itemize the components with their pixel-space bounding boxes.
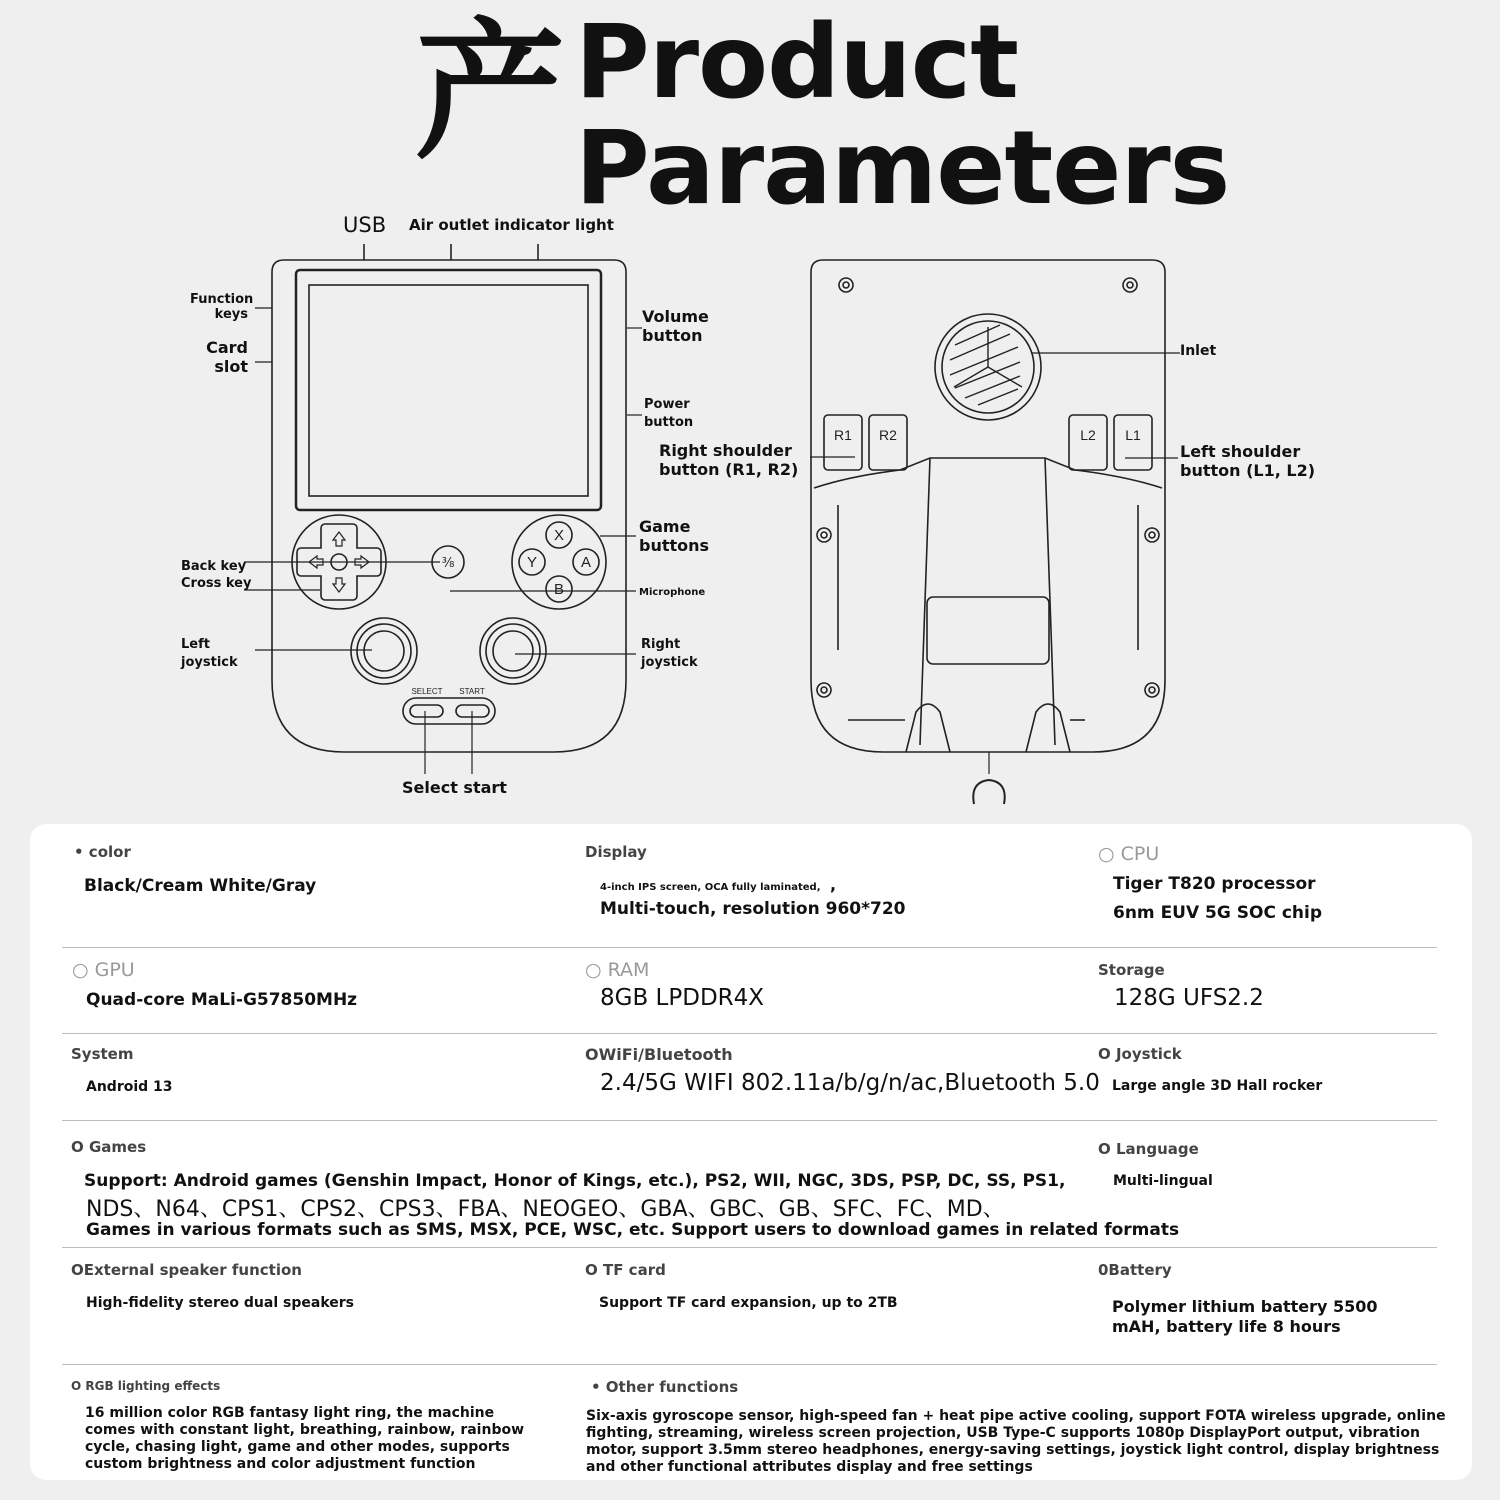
right-joystick (480, 618, 546, 684)
front-view (244, 244, 642, 774)
back-key-line: Back key (181, 559, 247, 574)
spec-row-2 (62, 947, 1437, 1034)
spec-value: Large angle 3D Hall rocker (1112, 1078, 1323, 1094)
left-shoulder-label (1180, 442, 1315, 480)
spec-cpu (1098, 843, 1322, 924)
right-shoulder-line2: button (R1, R2) (659, 460, 799, 479)
right-shoulder-line1: Right shoulder (659, 441, 792, 460)
spec-other (586, 1378, 1466, 1476)
spec-head: OExternal speaker function (71, 1261, 302, 1279)
card-slot-line1: Card (206, 338, 248, 357)
spec-row-4 (62, 1120, 1437, 1248)
start-small-label: START (459, 687, 485, 696)
spec-head: ○ RAM (585, 959, 650, 981)
specs-card (30, 824, 1472, 1480)
spec-head: 0Battery (1098, 1261, 1172, 1279)
cross-key-line: Cross key (181, 576, 252, 591)
spec-head: Storage (1098, 961, 1165, 979)
volume-line2: button (642, 326, 703, 345)
card-slot-line2: slot (214, 357, 248, 376)
spec-head: O TF card (585, 1261, 666, 1279)
spec-value: Quad-core MaLi-G57850MHz (86, 990, 358, 1010)
spec-head: O Joystick (1098, 1045, 1182, 1063)
spec-system (71, 1045, 173, 1096)
game-buttons-label (639, 517, 709, 555)
right-joystick-label (641, 636, 698, 672)
left-shoulder-line1: Left shoulder (1180, 442, 1301, 461)
spec-row-3 (62, 1033, 1437, 1121)
spec-head: ○ GPU (72, 959, 135, 981)
select-start-label: Select start (402, 778, 507, 797)
spec-rgb (71, 1379, 541, 1473)
l1-label: L1 (1125, 427, 1141, 443)
spec-head: • color (74, 843, 131, 861)
right-joystick-line1: Right (641, 637, 681, 652)
inlet-label: Inlet (1180, 343, 1217, 359)
spec-head: System (71, 1045, 134, 1063)
title-line-1: Product (575, 3, 1018, 122)
spec-value-1: Support: Android games (Genshin Impact, Honor of Kings, etc.), PS2, WII, NGC, 3DS, PSP, DC, SS, PS1, (84, 1171, 1066, 1191)
btn-a-label: A (580, 554, 592, 571)
back-cross-key-label (181, 558, 251, 592)
svg-text:⅜: ⅜ (441, 556, 455, 571)
volume-line1: Volume (642, 307, 709, 326)
page-title (575, 3, 1230, 228)
fan-inlet (935, 314, 1041, 420)
spec-row-1 (62, 824, 1437, 948)
spec-battery (1098, 1261, 1398, 1337)
power-line1: Power (644, 397, 690, 412)
display-value-line1: 4-inch IPS screen, OCA fully laminated, (600, 882, 821, 893)
back-view (810, 260, 1180, 804)
spec-value: Support TF card expansion, up to 2TB (599, 1295, 898, 1311)
left-joystick (351, 618, 417, 684)
spec-value: Black/Cream White/Gray (84, 876, 317, 896)
spec-head: • Other functions (591, 1378, 739, 1396)
right-shoulder-label (659, 441, 798, 479)
l2-label: L2 (1080, 427, 1096, 443)
function-keys-label (190, 292, 254, 322)
card-slot-label (190, 338, 248, 376)
spec-value: 128G UFS2.2 (1114, 985, 1264, 1011)
spec-value: Six-axis gyroscope sensor, high-speed fan + heat pipe active cooling, support FOTA wireless upgrade, online fighting, streaming, wireless screen projection, USB Type-C supports 1080p DisplayPort output, vibration motor, support 3.5mm stereo headphones, energy-saving settings, joystick light control, display brightness and other functional attributes display and free settings (586, 1408, 1446, 1475)
spec-value-2: NDS、N64、CPS1、CPS2、CPS3、FBA、NEOGEO、GBA、GBC、GB、SFC、FC、MD、 (86, 1197, 1005, 1222)
left-joystick-label (181, 636, 238, 672)
spec-head: Display (585, 843, 647, 861)
function-keys-line1: Function (190, 292, 254, 307)
spec-color (74, 843, 316, 897)
spec-display (585, 843, 905, 920)
spec-tfcard (585, 1261, 898, 1312)
spec-joystick (1098, 1045, 1322, 1095)
spec-value: High-fidelity stereo dual speakers (86, 1295, 354, 1311)
spec-value: 16 million color RGB fantasy light ring, the machine comes with constant light, breathing, rainbow, rainbow cycle, chasing light, game and other modes, supports custom brightness and color adjustment function (85, 1405, 525, 1472)
power-line2: button (644, 415, 694, 430)
spec-head: O Games (71, 1138, 147, 1156)
spec-value: Multi-touch, resolution 960*720 (600, 899, 906, 919)
volume-button-label (642, 307, 709, 345)
spec-value: Multi-lingual (1113, 1173, 1213, 1189)
right-joystick-line2: joystick (641, 655, 698, 670)
game-buttons-line2: buttons (639, 536, 710, 555)
spec-wifi (585, 1045, 1100, 1094)
microphone-label: Microphone (639, 587, 706, 598)
display-comma: , (829, 875, 837, 894)
title-line-2: Parameters (575, 109, 1230, 228)
spec-games (71, 1138, 1179, 1241)
air-outlet-label: Air outlet indicator light (409, 216, 614, 234)
left-joystick-line1: Left (181, 637, 210, 652)
left-shoulder-line2: button (L1, L2) (1180, 461, 1316, 480)
select-small-label: SELECT (411, 687, 443, 696)
spec-head: O RGB lighting effects (71, 1379, 221, 1393)
btn-b-label: B (553, 581, 565, 598)
r2-label: R2 (879, 427, 897, 443)
spec-speaker (71, 1261, 354, 1312)
btn-y-label: Y (526, 554, 538, 571)
game-buttons-line1: Game (639, 517, 691, 536)
spec-value-3: Games in various formats such as SMS, MSX, PCE, WSC, etc. Support users to download games in related formats (86, 1220, 1180, 1240)
spec-storage (1098, 961, 1264, 1009)
spec-ram (585, 959, 764, 1009)
title-chinese-glyph: 产 (415, 6, 566, 180)
spec-value: 8GB LPDDR4X (600, 985, 765, 1011)
spec-value: Polymer lithium battery 5500 mAH, battery life 8 hours (1112, 1297, 1378, 1336)
usb-label: USB (343, 213, 387, 237)
spec-value-small (600, 875, 905, 894)
btn-x-label: X (553, 527, 565, 544)
spec-head: ○ CPU (1098, 843, 1160, 865)
power-button-label (644, 396, 693, 432)
spec-head: OWiFi/Bluetooth (585, 1045, 733, 1064)
spec-gpu (72, 959, 357, 1011)
spec-head: O Language (1098, 1140, 1199, 1158)
spec-value: 2.4/5G WIFI 802.11a/b/g/n/ac,Bluetooth 5.0 (600, 1070, 1100, 1096)
spec-language (1098, 1140, 1213, 1190)
spec-value-2: 6nm EUV 5G SOC chip (1113, 903, 1323, 923)
spec-value: Android 13 (86, 1079, 173, 1095)
spec-value-1: Tiger T820 processor (1113, 874, 1316, 894)
left-joystick-line2: joystick (181, 655, 238, 670)
spec-row-5 (62, 1247, 1437, 1365)
function-keys-line2: keys (214, 307, 248, 322)
r1-label: R1 (834, 427, 852, 443)
